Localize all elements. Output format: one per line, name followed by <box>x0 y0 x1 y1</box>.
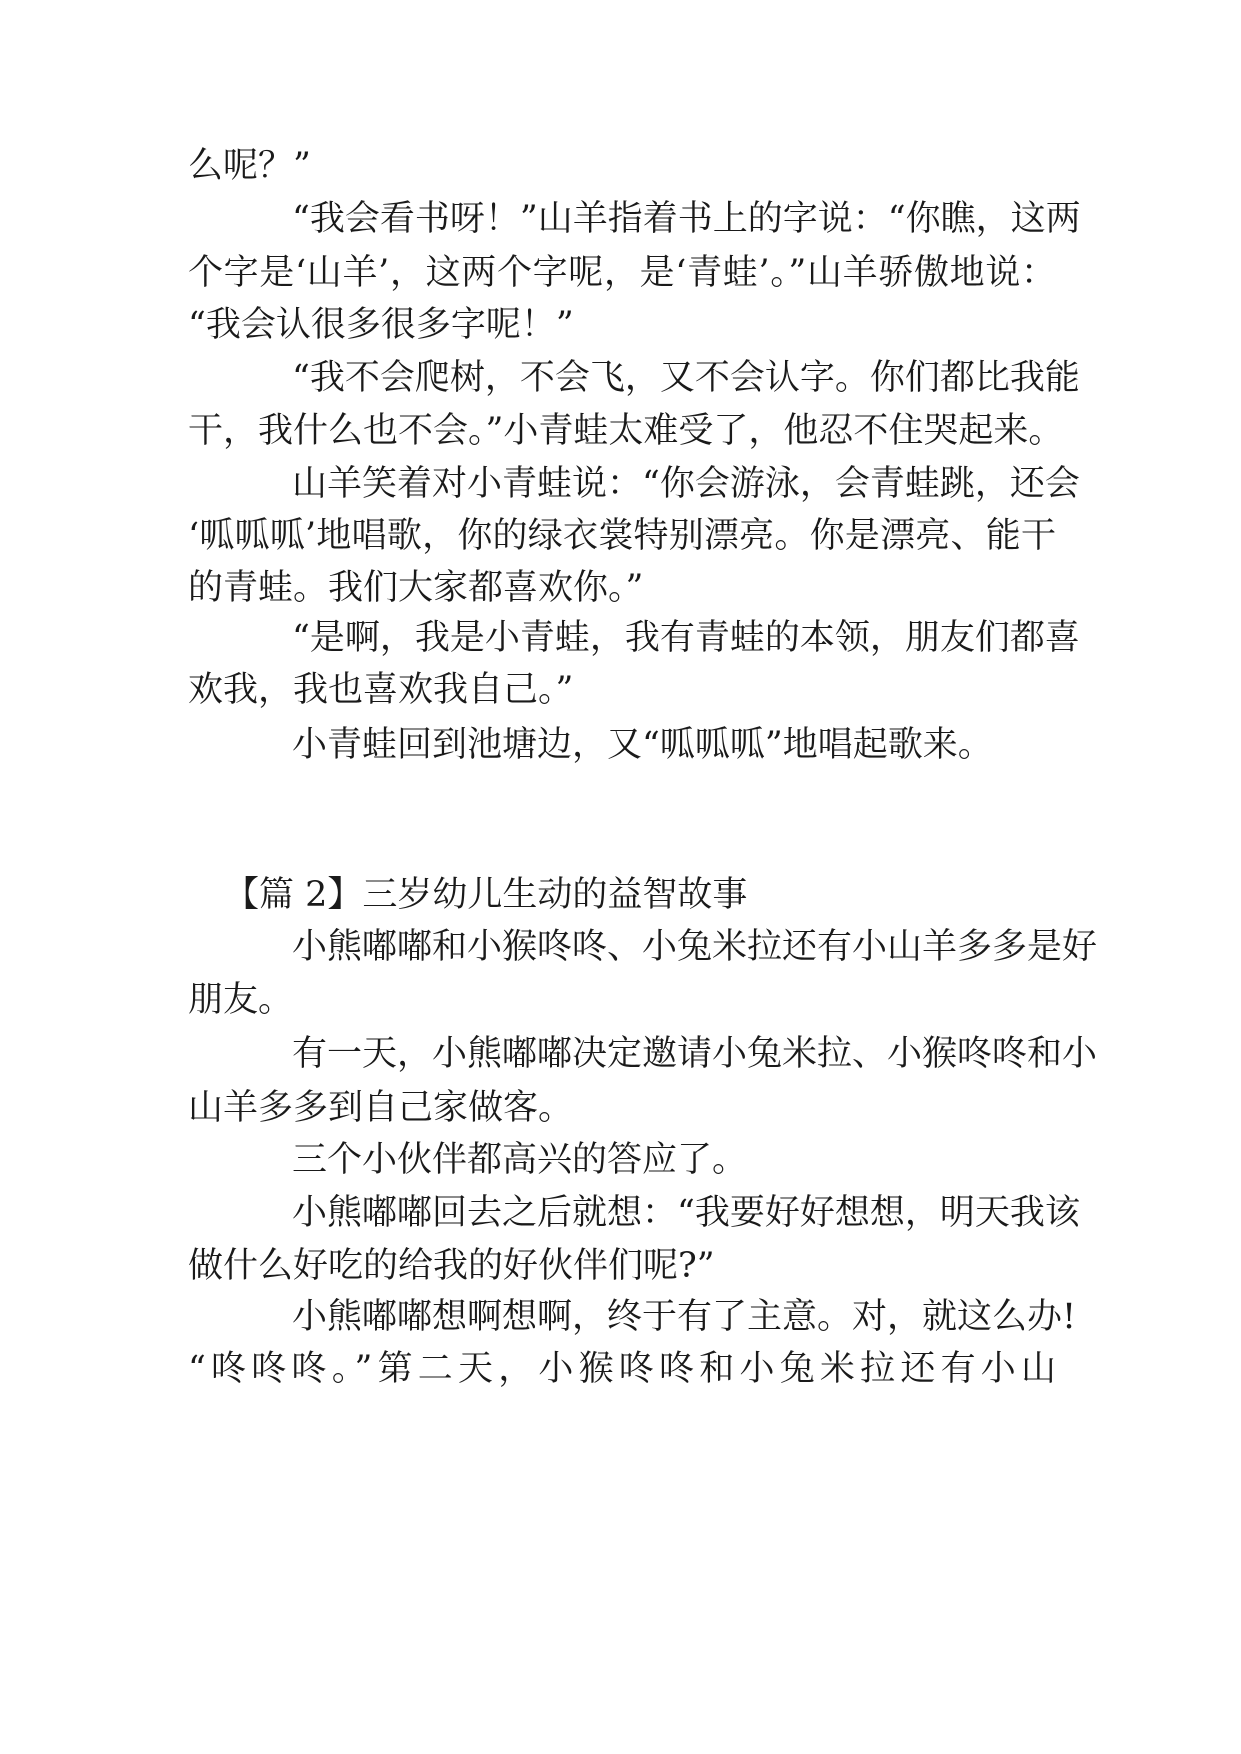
text-line: 山羊多多到自己家做客。 <box>188 1088 574 1128</box>
text-line: 三个小伙伴都高兴的答应了。 <box>292 1140 748 1180</box>
text-line: “我不会爬树，不会飞，又不会认字。你们都比我能 <box>292 358 1080 398</box>
text-line: 小熊嘟嘟回去之后就想：“我要好好想想，明天我该 <box>292 1193 1080 1233</box>
text-line: 小熊嘟嘟想啊想啊，终于有了主意。对，就这么办! <box>292 1297 1077 1337</box>
text-line: “我会看书呀！”山羊指着书上的字说：“你瞧，这两 <box>292 199 1081 239</box>
text-line: 的青蛙。我们大家都喜欢你。” <box>188 568 644 608</box>
text-line: 小熊嘟嘟和小猴咚咚、小兔米拉还有小山羊多多是好 <box>292 927 1098 967</box>
text-line: 欢我，我也喜欢我自己。” <box>188 670 574 710</box>
text-line: “我会认很多很多字呢！” <box>188 305 574 345</box>
text-line: 个字是‘山羊’，这两个字呢，是‘青蛙’。”山羊骄傲地说： <box>188 253 1056 293</box>
text-line: 朋友。 <box>188 980 294 1020</box>
section-heading: 【篇 2】三岁幼儿生动的益智故事 <box>224 875 748 915</box>
text-line: “咚咚咚。”第二天，小猴咚咚和小兔米拉还有小山 <box>188 1349 1056 1389</box>
text-line: 有一天，小熊嘟嘟决定邀请小兔米拉、小猴咚咚和小 <box>292 1034 1098 1074</box>
text-line: 小青蛙回到池塘边，又“呱呱呱”地唱起歌来。 <box>292 725 993 765</box>
text-line: 做什么好吃的给我的好伙伴们呢?” <box>188 1246 715 1286</box>
text-line: ‘呱呱呱’地唱歌，你的绿衣裳特别漂亮。你是漂亮、能干 <box>188 516 1056 556</box>
text-line: “是啊，我是小青蛙，我有青蛙的本领，朋友们都喜 <box>292 618 1080 658</box>
text-line: 干，我什么也不会。”小青蛙太难受了，他忍不住哭起来。 <box>188 411 1064 451</box>
text-line: 么呢？” <box>188 146 311 186</box>
text-line: 山羊笑着对小青蛙说：“你会游泳，会青蛙跳，还会 <box>292 464 1080 504</box>
